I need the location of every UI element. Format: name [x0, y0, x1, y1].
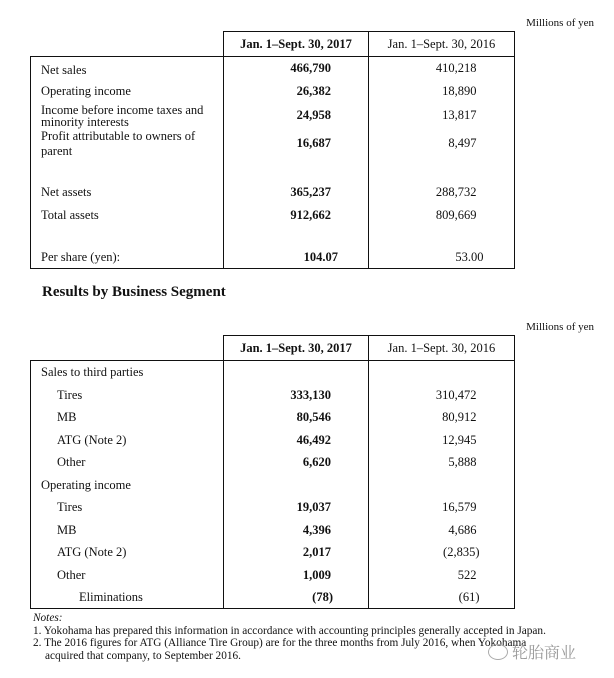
value-2016: 288,732 — [369, 181, 515, 204]
row-label: Tires — [31, 384, 224, 407]
row-label: ATG (Note 2) — [31, 542, 224, 564]
row-label: MB — [31, 519, 224, 542]
row-label: Income before income taxes and minority interests — [31, 103, 224, 129]
value-2016: 8,497 — [369, 129, 515, 159]
notes-title: Notes: — [33, 612, 63, 624]
column-header-2017: Jan. 1–Sept. 30, 2017 — [224, 32, 369, 57]
watermark: 轮胎商业 — [512, 643, 577, 662]
spacer-row — [31, 227, 515, 248]
value-2016: 410,218 — [369, 57, 515, 81]
value-2017: 2,017 — [224, 542, 369, 564]
table-row — [31, 129, 515, 159]
spacer-row — [31, 159, 515, 181]
row-label: Other — [31, 452, 224, 474]
note-item: 1. Yokohama has prepared this information in accordance with accounting principles generally accepted in Japan. — [33, 624, 546, 637]
row-label: Per share (yen): — [31, 248, 224, 269]
value-2016: (2,835) — [369, 542, 515, 564]
value-2016: (61) — [369, 587, 515, 609]
value-2016: 5,888 — [369, 452, 515, 474]
table-row — [31, 407, 515, 429]
value-2016: 13,817 — [369, 103, 515, 129]
group-label: Sales to third parties — [31, 361, 224, 384]
value-2016: 18,890 — [369, 81, 515, 103]
notes — [33, 612, 546, 662]
value-2016: 4,686 — [369, 519, 515, 542]
group-header-row — [31, 474, 515, 497]
table-row — [31, 57, 515, 81]
value-2016: 53.00 — [369, 248, 515, 269]
section-title: Results by Business Segment — [42, 284, 226, 300]
value-2017: 24,958 — [224, 103, 369, 129]
row-label: Net assets — [31, 181, 224, 204]
value-2016: 522 — [369, 564, 515, 587]
value-2017: 6,620 — [224, 452, 369, 474]
value-2017: 16,687 — [224, 129, 369, 159]
column-header-2017: Jan. 1–Sept. 30, 2017 — [224, 336, 369, 361]
value-2017: 26,382 — [224, 81, 369, 103]
row-label: MB — [31, 407, 224, 429]
unit-label: Millions of yen — [526, 321, 594, 333]
summary-table — [30, 31, 515, 269]
table-header-row — [31, 336, 515, 361]
table-row — [31, 181, 515, 204]
value-2016: 310,472 — [369, 384, 515, 407]
unit-label: Millions of yen — [526, 17, 594, 29]
group-label: Operating income — [31, 474, 224, 497]
value-2016: 12,945 — [369, 429, 515, 452]
value-2017: 80,546 — [224, 407, 369, 429]
group-header-row — [31, 361, 515, 384]
table-row — [31, 452, 515, 474]
value-2017: 365,237 — [224, 181, 369, 204]
value-2016: 16,579 — [369, 497, 515, 519]
value-2017: 4,396 — [224, 519, 369, 542]
row-label: Eliminations — [31, 587, 224, 609]
value-2017: 1,009 — [224, 564, 369, 587]
watermark-icon — [488, 644, 508, 660]
table-row — [31, 564, 515, 587]
table-row — [31, 103, 515, 129]
value-2017: 46,492 — [224, 429, 369, 452]
row-label: Net sales — [31, 57, 224, 81]
table-row — [31, 519, 515, 542]
row-label: Other — [31, 564, 224, 587]
segment-table — [30, 335, 515, 609]
table-header-row — [31, 32, 515, 57]
value-2017: 912,662 — [224, 204, 369, 227]
row-label: Tires — [31, 497, 224, 519]
value-2016: 80,912 — [369, 407, 515, 429]
value-2017: 466,790 — [224, 57, 369, 81]
row-label: Total assets — [31, 204, 224, 227]
value-2016: 809,669 — [369, 204, 515, 227]
note-item: 2. The 2016 figures for ATG (Alliance Tire Group) are for the three months from July 2016, when Yokohama — [33, 637, 527, 649]
row-label: ATG (Note 2) — [31, 429, 224, 452]
table-row — [31, 384, 515, 407]
table-row — [31, 497, 515, 519]
table-row — [31, 429, 515, 452]
row-label: Profit attributable to owners of parent — [31, 129, 224, 159]
table-row — [31, 587, 515, 609]
value-2017: 104.07 — [224, 248, 369, 269]
value-2017: 333,130 — [224, 384, 369, 407]
value-2017: (78) — [224, 587, 369, 609]
note-item-continued: acquired that company, to September 2016. — [45, 649, 241, 662]
row-label: Operating income — [31, 81, 224, 103]
table-row — [31, 81, 515, 103]
table-row — [31, 204, 515, 227]
column-header-2016: Jan. 1–Sept. 30, 2016 — [369, 336, 515, 361]
table-row — [31, 542, 515, 564]
column-header-2016: Jan. 1–Sept. 30, 2016 — [369, 32, 515, 57]
table-row — [31, 248, 515, 269]
value-2017: 19,037 — [224, 497, 369, 519]
